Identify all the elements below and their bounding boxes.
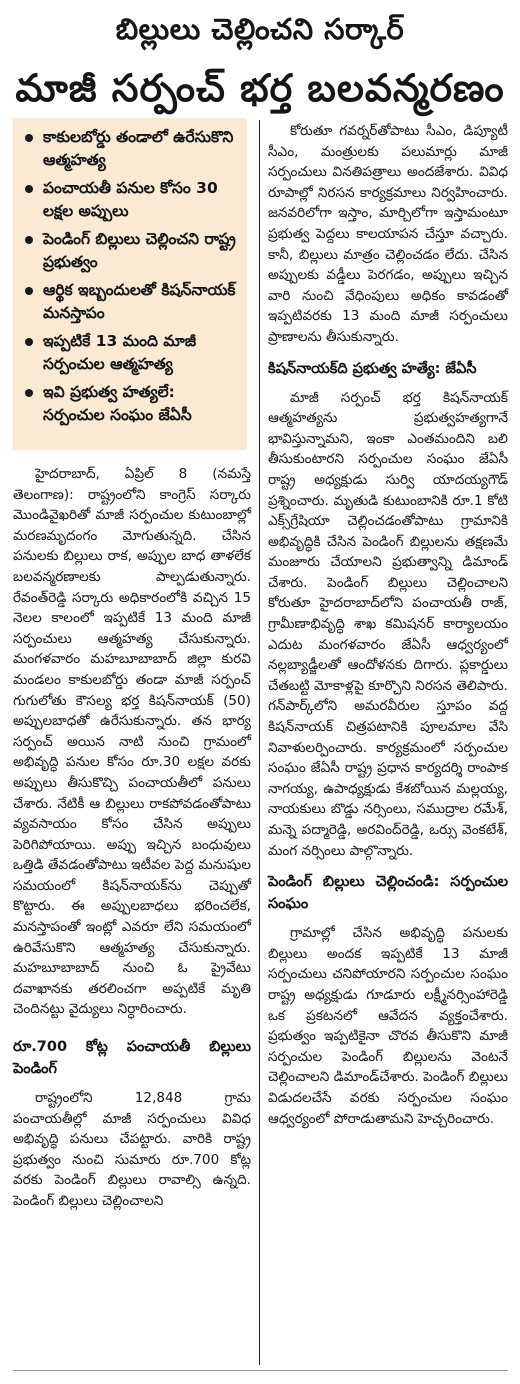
left-column [13,118,251,1214]
article-paragraph: రాష్ట్రంలోని 12,848 గ్రామ పంచాయతీల్లో మాజీ సర్పంచులు వివిధ అభివృద్ధి పనులు చేపట్టారు. వారికి రాష్ట్ర ప్రభుత్వం నుంచి సుమారు రూ.700 కోట్ల వరకు పెండింగ్ బిల్లులు రావాల్సి ఉన్నది. పెండింగ్ బిల్లులు చెల్లించాలని [13,1090,251,1209]
main-headline: మాజీ సర్పంచ్ భర్త బలవన్మరణం [15,66,505,110]
column-divider [259,120,260,1365]
right-column [268,121,508,1131]
article-paragraph: మాజీ సర్పంచ్ భర్త కిషన్‌నాయక్ ఆత్మహత్యను ప్రభుత్వహత్యగానే భావిస్తున్నామని, ఇంకా ఎంతమందిని బలి తీసుకుంటారని సర్పంచుల సంఘం జేఏసీ రాష్ట్ర అధ్యక్షుడు సుర్వి యాదయ్యగౌడ్ ప్రశ్నించారు. మృతుడి కుటుంబానికి రూ.1 కోటి ఎక్స్‌గ్రేషియా చెల్లించడంతోపాటు గ్రామానికి అభివృద్ధికి చేసిన పెండింగ్ బిల్లులను తక్షణమే మంజూరు చేయాలని ప్రభుత్వాన్ని డిమాండ్ చేశారు. పెండింగ్ బిల్లులు చెల్లించాలని కోరుతూ హైదరాబాద్‌లోని పంచాయతీ రాజ్, గ్రామీణాభివృద్ధి శాఖ కమిషనర్ కార్యాలయం ఎదుట మంగళవారం జేఏసీ ఆధ్వర్యంలో నల్లబ్యాడ్జీలతో ఆందోళనకు దిగారు. ప్లకార్డులు చేతబట్టి మోకాళ్లపై కూర్చొని నిరసన తెలిపారు. గన్‌పార్క్‌లోని అమరవీరుల స్తూపం వద్ద కిషన్‌నాయక్ చిత్రపటానికి పూలమాల వేసి నివాళులర్పించారు. కార్యక్రమంలో సర్పంచుల సంఘం జేఏసీ రాష్ట్ర ప్రధాన కార్యదర్శి రాంపాక నాగయ్య, ఉపాధ్యక్షుడు కేశబోయిన మల్లయ్య, నాయకులు బొడ్డు నర్సింలు, సముద్రాల రమేశ్, మన్నె పద్మారెడ్డి, అరవింద్‌రెడ్డి, ఒర్సు వెంకటేశ్, మంగ నర్సింలు పాల్గొన్నారు. [268,389,508,859]
highlight-text: పంచాయతీ పనుల కోసం 30 లక్షల అప్పులు [43,179,218,220]
kicker-headline: బిల్లులు చెల్లించని సర్కార్ [115,12,405,46]
highlight-text: ఇవి ప్రభుత్వ హత్యలే: సర్పంచుల సంఘం జేఏసీ [43,383,192,424]
highlight-text: ఆర్థిక ఇబ్బందులతో కిషన్‌నాయక్ మనస్తాపం [43,281,236,322]
subheading: పెండింగ్ బిల్లులు చెల్లించండి: సర్పంచుల సంఘం [268,874,508,913]
highlight-text: కాకులబోర్డు తండాలో ఉరేసుకొని ఆత్మహత్య [43,128,234,169]
article-paragraph: హైదరాబాద్, ఏప్రిల్ 8 (నమస్తే తెలంగాణ): రాష్ట్రంలోని కాంగ్రెస్ సర్కారు మొండివైఖరితో మాజీ సర్పంచుల కుటుంబాల్లో మరణమృదంగం మోగుతున్నది. చేసిన పనులకు బిల్లులు రాక, అప్పుల బాధ తాళలేక బలవన్మరణాలకు పాల్పడుతున్నారు. రేవంత్‌రెడ్డి సర్కారు అధికారంలోకి వచ్చిన 15 నెలల కాలంలో ఇప్పటికే 13 మంది మాజీ సర్పంచులు ఆత్మహత్య చేసుకున్నారు. మంగళవారం మహబూబాబాద్ జిల్లా కురవి మండలం కాకులబోర్డు తండా మాజీ సర్పంచ్ గుగులోతు కౌసల్య భర్త కిషన్‌నాయక్ (50) అప్పులబాధతో ఉరేసుకున్నారు. తన భార్య సర్పంచ్ అయిన నాటి నుంచి గ్రామంలో అభివృద్ధి పనుల కోసం రూ.30 లక్షల వరకు అప్పులు తీసుకొచ్చి పంచాయతీలో పనులు చేశారు. నేటికీ ఆ బిల్లులు రాకపోవడంతోపాటు వ్యవసాయం కోసం చేసిన అప్పులు పెరిగిపోయాయి. అప్పు ఇచ్చిన బంధువులు ఒత్తిడి తేవడంతోపాటు ఇటీవల పెద్ద మనుషుల సమయంలో కిషన్‌నాయక్‌ను చెప్పుతో కొట్టారు. ఈ అప్పులబాధలు భరించలేక, మనస్తాపంతో ఇంట్లో ఎవరూ లేని సమయంలో ఉరివేసుకొని ఆత్మహత్య చేసుకున్నారు. మహబూబాబాద్ నుంచి ఓ ప్రైవేటు దవాఖానకు తరలించగా అప్పటికే మృతి చెందినట్టు వైద్యులు నిర్ధారించారు. [13,466,251,1018]
bottom-rule [13,1370,508,1371]
highlight-text: ఇప్పటికే 13 మంది మాజీ సర్పంచుల ఆత్మహత్య [43,332,197,373]
subheading: కిషన్‌నాయక్‌ది ప్రభుత్వ హత్యే: జేఏసీ [268,360,477,377]
article-paragraph: కోరుతూ గవర్నర్‌తోపాటు సీఎం, డిప్యూటీ సీఎం, మంత్రులకు పలుమార్లు మాజీ సర్పంచులు వినతిపత్రాలు అందజేశారు. వివిధ రూపాల్లో నిరసన కార్యక్రమాలు నిర్వహించారు. జనవరిలోగా ఇస్తాం, మార్చిలోగా ఇస్తామంటూ ప్రభుత్వ పెద్దలు కాలయాపన చేస్తూ వచ్చారు. కానీ, బిల్లులు మాత్రం చెల్లించడం లేదు. చేసిన అప్పులకు వడ్డీలు పెరగడం, అప్పులు ఇచ్చిన వారి నుంచి వేధింపులు అధికం కావడంతో ఇప్పటివరకు 13 మంది మాజీ సర్పంచులు ప్రాణాలను తీసుకున్నారు. [268,123,508,345]
highlight-text: పెండింగ్ బిల్లులు చెల్లించని రాష్ట్ర ప్రభుత్వం [43,230,236,271]
subheading: రూ.700 కోట్ల పంచాయతీ బిల్లులు పెండింగ్ [13,1039,251,1078]
article-paragraph: గ్రామాల్లో చేసిన అభివృద్ధి పనులకు బిల్లులు అందక ఇప్పటికే 13 మాజీ సర్పంచులు చనిపోయారని సర్పంచుల సంఘం రాష్ట్ర అధ్యక్షుడు గూడూరు లక్ష్మీనర్సింహారెడ్డి ఒక ప్రకటనలో ఆవేదన వ్యక్తంచేశారు. ప్రభుత్వం ఇప్పటికైనా చొరవ తీసుకొని మాజీ సర్పంచుల పెండింగ్ బిల్లులను వెంటనే చెల్లించాలని డిమాండ్‌చేశారు. పెండింగ్ బిల్లులు విడుదలచేసే వరకు సర్పంచుల సంఘం ఆధ్వర్యంలో పోరాడుతామని హెచ్చరించారు. [268,925,508,1127]
